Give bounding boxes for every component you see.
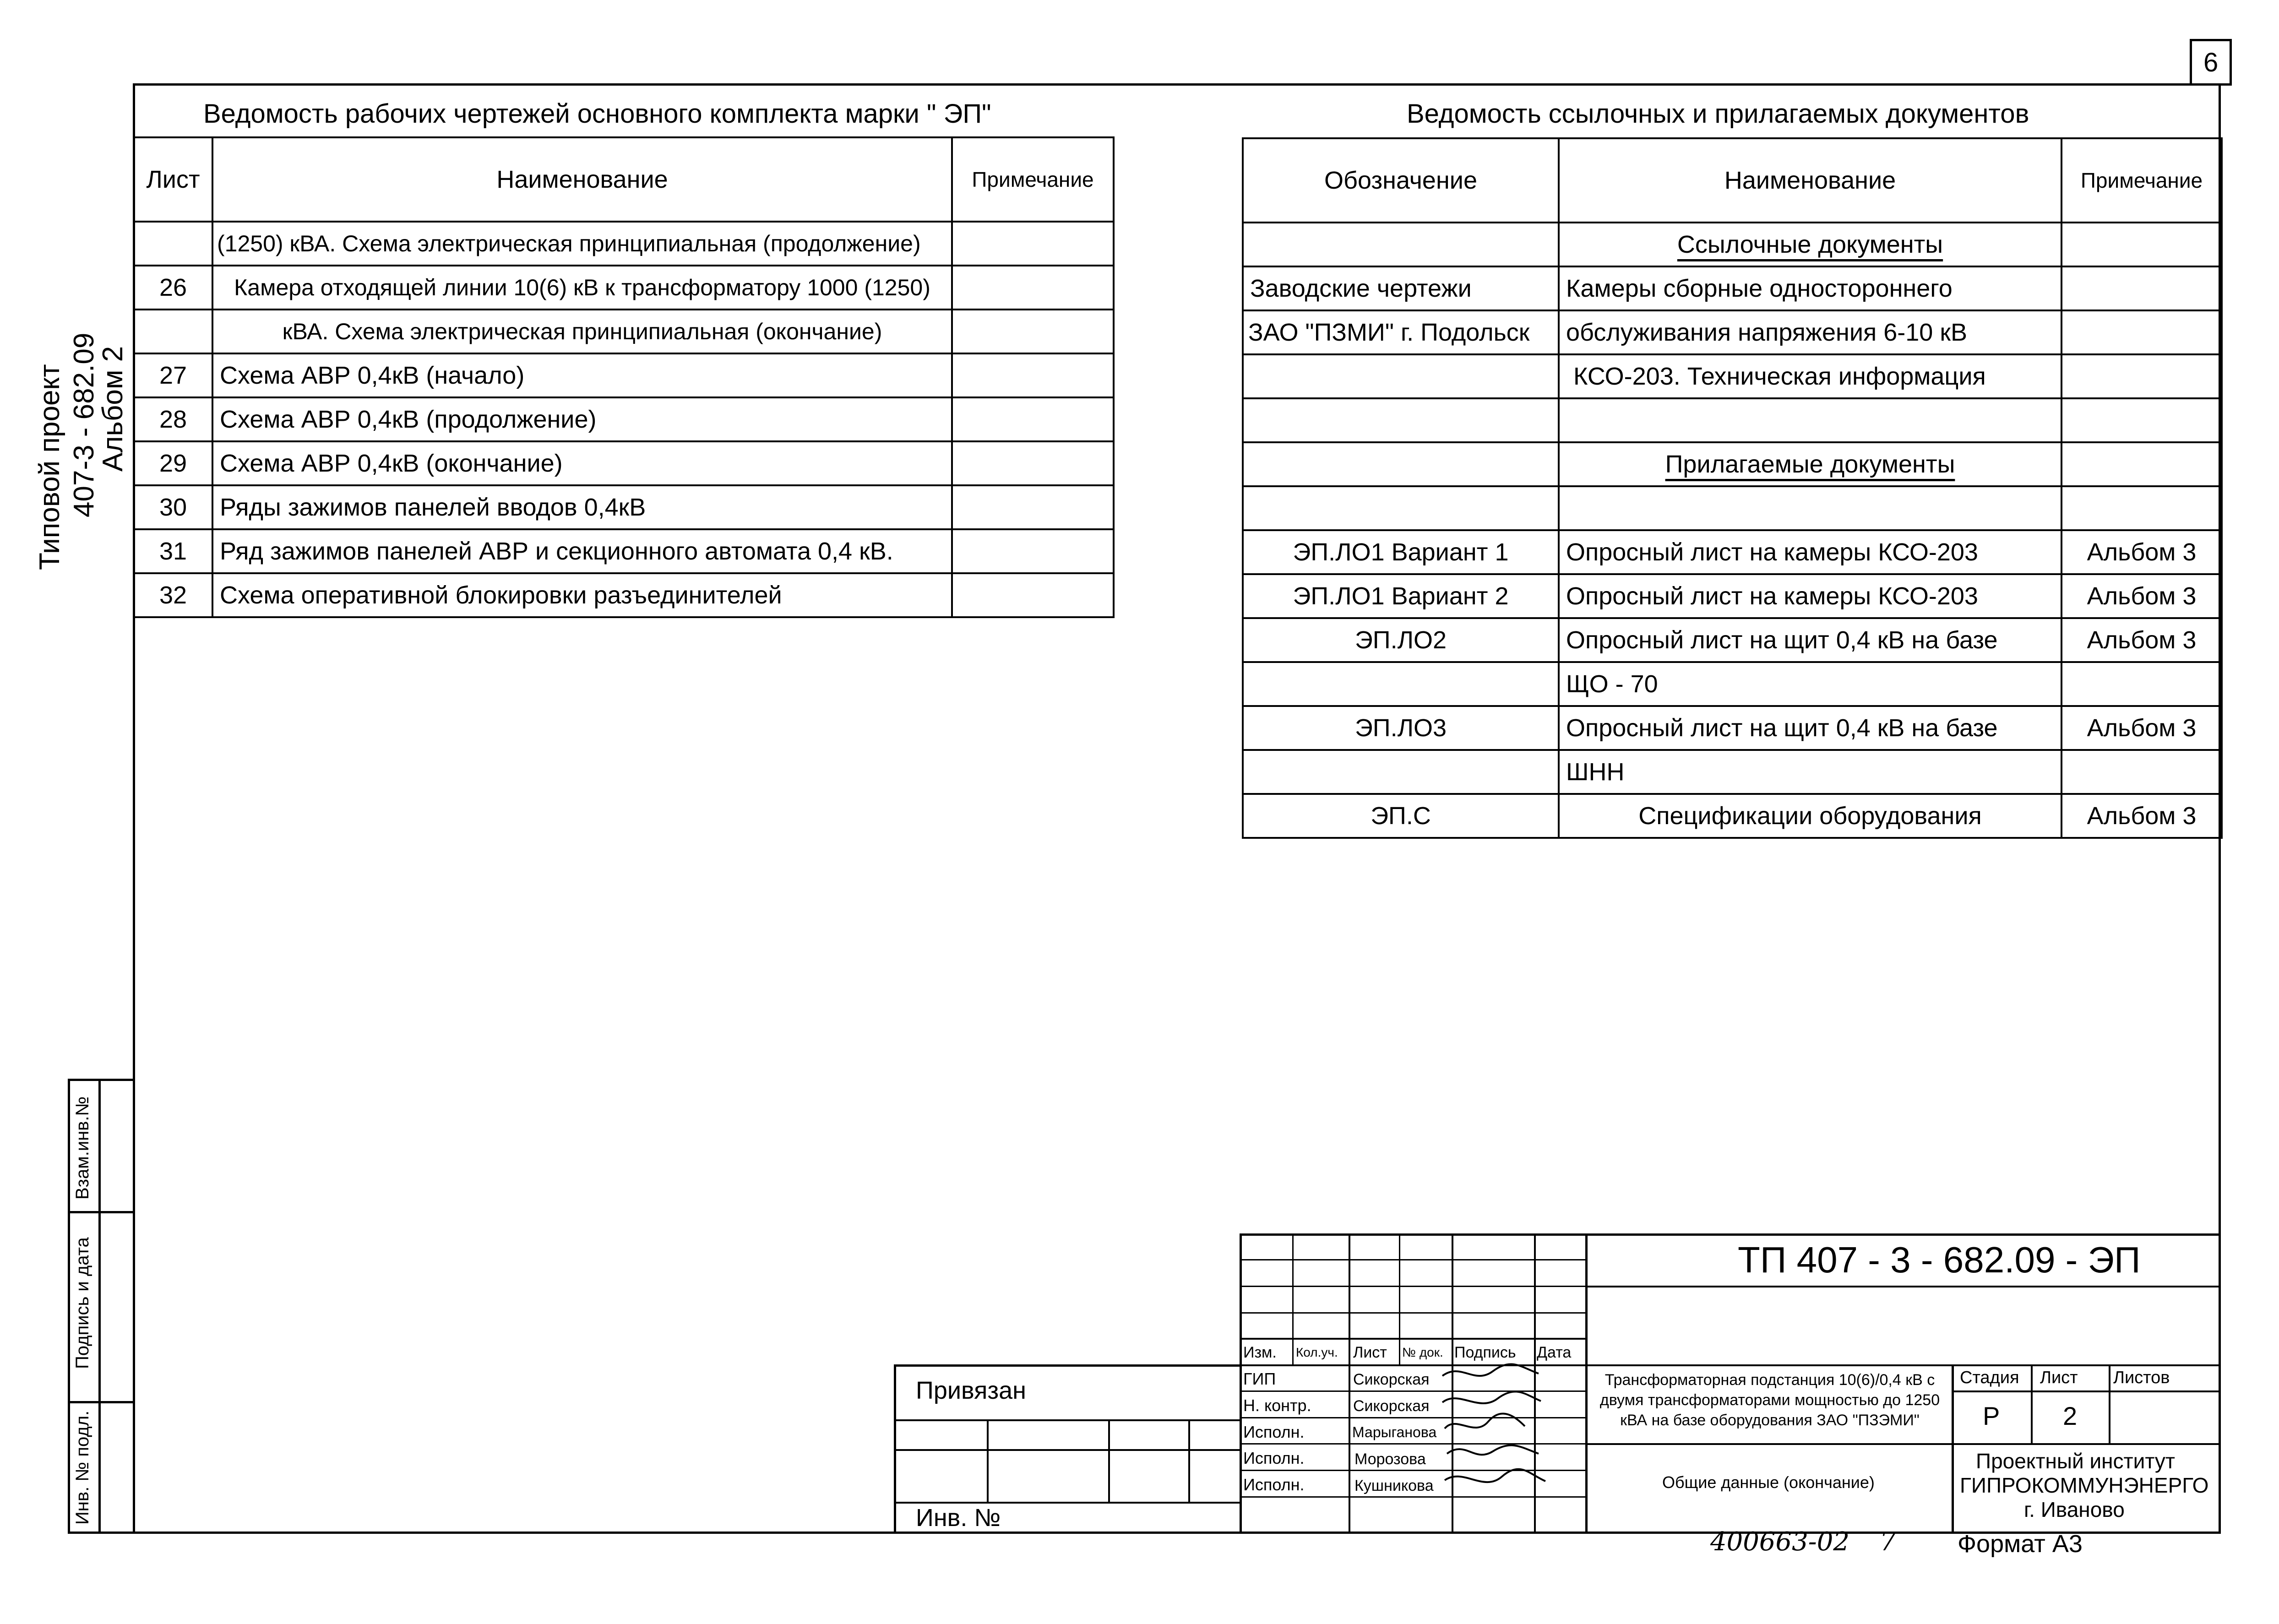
- tb-subtitle: Общие данные (окончание): [1662, 1473, 1875, 1492]
- table-row: 32 Схема оперативной блокировки разъединителей: [134, 573, 1114, 617]
- tb-sheets-label: Листов: [2113, 1368, 2170, 1387]
- tb-header-date: Дата: [1537, 1344, 1572, 1361]
- table-row: ЩО - 70: [1243, 662, 2222, 706]
- tb-stage-label: Стадия: [1960, 1368, 2019, 1387]
- table-row: КСО-203. Техническая информация: [1243, 354, 2222, 398]
- references-table: [1242, 137, 2223, 839]
- tb-role: Исполн.: [1243, 1423, 1305, 1441]
- org-line1: Проектный институт: [1976, 1449, 2175, 1473]
- stamp-vzam-inv: Взам.инв.№: [72, 1096, 92, 1200]
- tb-sheet-label: Лист: [2040, 1368, 2078, 1387]
- stamp-inv-podl: Инв. № подл.: [72, 1410, 92, 1525]
- table-row: ЭП.ЛО2 Опросный лист на щит 0,4 кВ на базе Альбом 3: [1243, 618, 2222, 662]
- header-note: Примечание: [952, 137, 1114, 222]
- table-row: 28 Схема АВР 0,4кВ (продолжение): [134, 397, 1114, 441]
- tb-header-doc: № док.: [1402, 1345, 1443, 1359]
- tb-person: Марыганова: [1352, 1424, 1437, 1440]
- tb-role: ГИП: [1243, 1369, 1276, 1388]
- tb-sheet-value: 2: [2063, 1401, 2078, 1430]
- left-table-title: Ведомость рабочих чертежей основного комплекта марки " ЭП": [203, 99, 991, 129]
- table-row: 30 Ряды зажимов панелей вводов 0,4кВ: [134, 485, 1114, 529]
- handwritten-number: 400663-02: [1710, 1527, 1849, 1557]
- stamp-podpis-data: Подпись и дата: [72, 1237, 92, 1369]
- table-row: 26 Камера отходящей линии 10(6) кВ к трансформатору 1000 (1250): [134, 266, 1114, 310]
- table-row: ЗАО "ПЗМИ" г. Подольск обслуживания напряжения 6-10 кВ: [1243, 310, 2222, 354]
- header-sheet: Лист: [134, 137, 212, 222]
- table-row: ЭП.ЛО1 Вариант 2 Опросный лист на камеры КСО-203 Альбом 3: [1243, 574, 2222, 618]
- bind-inv-no: Инв. №: [916, 1504, 1001, 1532]
- drawings-table: [133, 136, 1115, 618]
- tb-role: Исполн.: [1243, 1449, 1305, 1467]
- tb-person: Кушникова: [1354, 1477, 1434, 1494]
- document-code: ТП 407 - 3 - 682.09 - ЭП: [1738, 1239, 2141, 1280]
- tb-description: Трансформаторная подстанция 10(6)/0,4 кВ с двумя трансформаторами мощностью до 1250 кВА на базе оборудования ЗАО "ПЗЭМИ": [1599, 1371, 1940, 1429]
- bind-label: Привязан: [916, 1377, 1026, 1404]
- org-line2: ГИПРОКОММУНЭНЕРГО: [1960, 1473, 2209, 1497]
- table-row: 27 Схема АВР 0,4кВ (начало): [134, 353, 1114, 397]
- section-referenced-docs: Ссылочные документы: [1559, 223, 2061, 266]
- table-row: (1250) кВА. Схема электрическая принципиальная (продолжение): [134, 222, 1114, 266]
- side-label-line2: 407-3 - 682.09: [68, 332, 100, 517]
- table-row: 29 Схема АВР 0,4кВ (окончание): [134, 441, 1114, 485]
- header-name: Наименование: [1559, 138, 2061, 223]
- tb-header-kol: Кол.уч.: [1296, 1345, 1338, 1359]
- tb-person: Морозова: [1354, 1450, 1426, 1468]
- header-designation: Обозначение: [1243, 138, 1559, 223]
- table-header-row: [1243, 138, 2222, 223]
- table-row: ШНН: [1243, 750, 2222, 794]
- section-attached-docs: Прилагаемые документы: [1559, 442, 2061, 486]
- table-row: ЭП.ЛО1 Вариант 1 Опросный лист на камеры КСО-203 Альбом 3: [1243, 530, 2222, 574]
- org-line3: г. Иваново: [2024, 1498, 2125, 1521]
- table-row: ЭП.С Спецификации оборудования Альбом 3: [1243, 794, 2222, 838]
- header-note: Примечание: [2061, 138, 2222, 223]
- tb-role: Н. контр.: [1243, 1396, 1311, 1415]
- table-row: [1243, 223, 2222, 266]
- tb-role: Исполн.: [1243, 1475, 1305, 1494]
- format-label: Формат А3: [1958, 1530, 2083, 1558]
- table-row: 31 Ряд зажимов панелей АВР и секционного автомата 0,4 кВ.: [134, 529, 1114, 573]
- tb-stage-value: Р: [1983, 1401, 2000, 1430]
- tb-person: Сикорская: [1353, 1371, 1430, 1388]
- signature-marks: [1433, 1362, 1552, 1499]
- right-table-title: Ведомость ссылочных и прилагаемых документов: [1407, 99, 2029, 129]
- tb-header-sign: Подпись: [1454, 1344, 1516, 1361]
- handwritten-suffix: 7: [1880, 1527, 1896, 1557]
- table-row: ЭП.ЛО3 Опросный лист на щит 0,4 кВ на базе Альбом 3: [1243, 706, 2222, 750]
- tb-header-izm: Изм.: [1243, 1344, 1277, 1361]
- table-row: [1243, 398, 2222, 442]
- table-row: [1243, 442, 2222, 486]
- table-row: [1243, 486, 2222, 530]
- tb-header-list: Лист: [1353, 1344, 1387, 1361]
- table-header-row: [134, 137, 1114, 222]
- sheet-number: 6: [2203, 48, 2219, 77]
- tb-person: Сикорская: [1353, 1397, 1430, 1415]
- header-name: Наименование: [212, 137, 952, 222]
- table-row: Заводские чертежи Камеры сборные одностороннего: [1243, 266, 2222, 310]
- side-label-line3: Альбом 2: [97, 346, 129, 472]
- side-label-line1: Типовой проект: [34, 364, 65, 570]
- table-row: кВА. Схема электрическая принципиальная (окончание): [134, 310, 1114, 353]
